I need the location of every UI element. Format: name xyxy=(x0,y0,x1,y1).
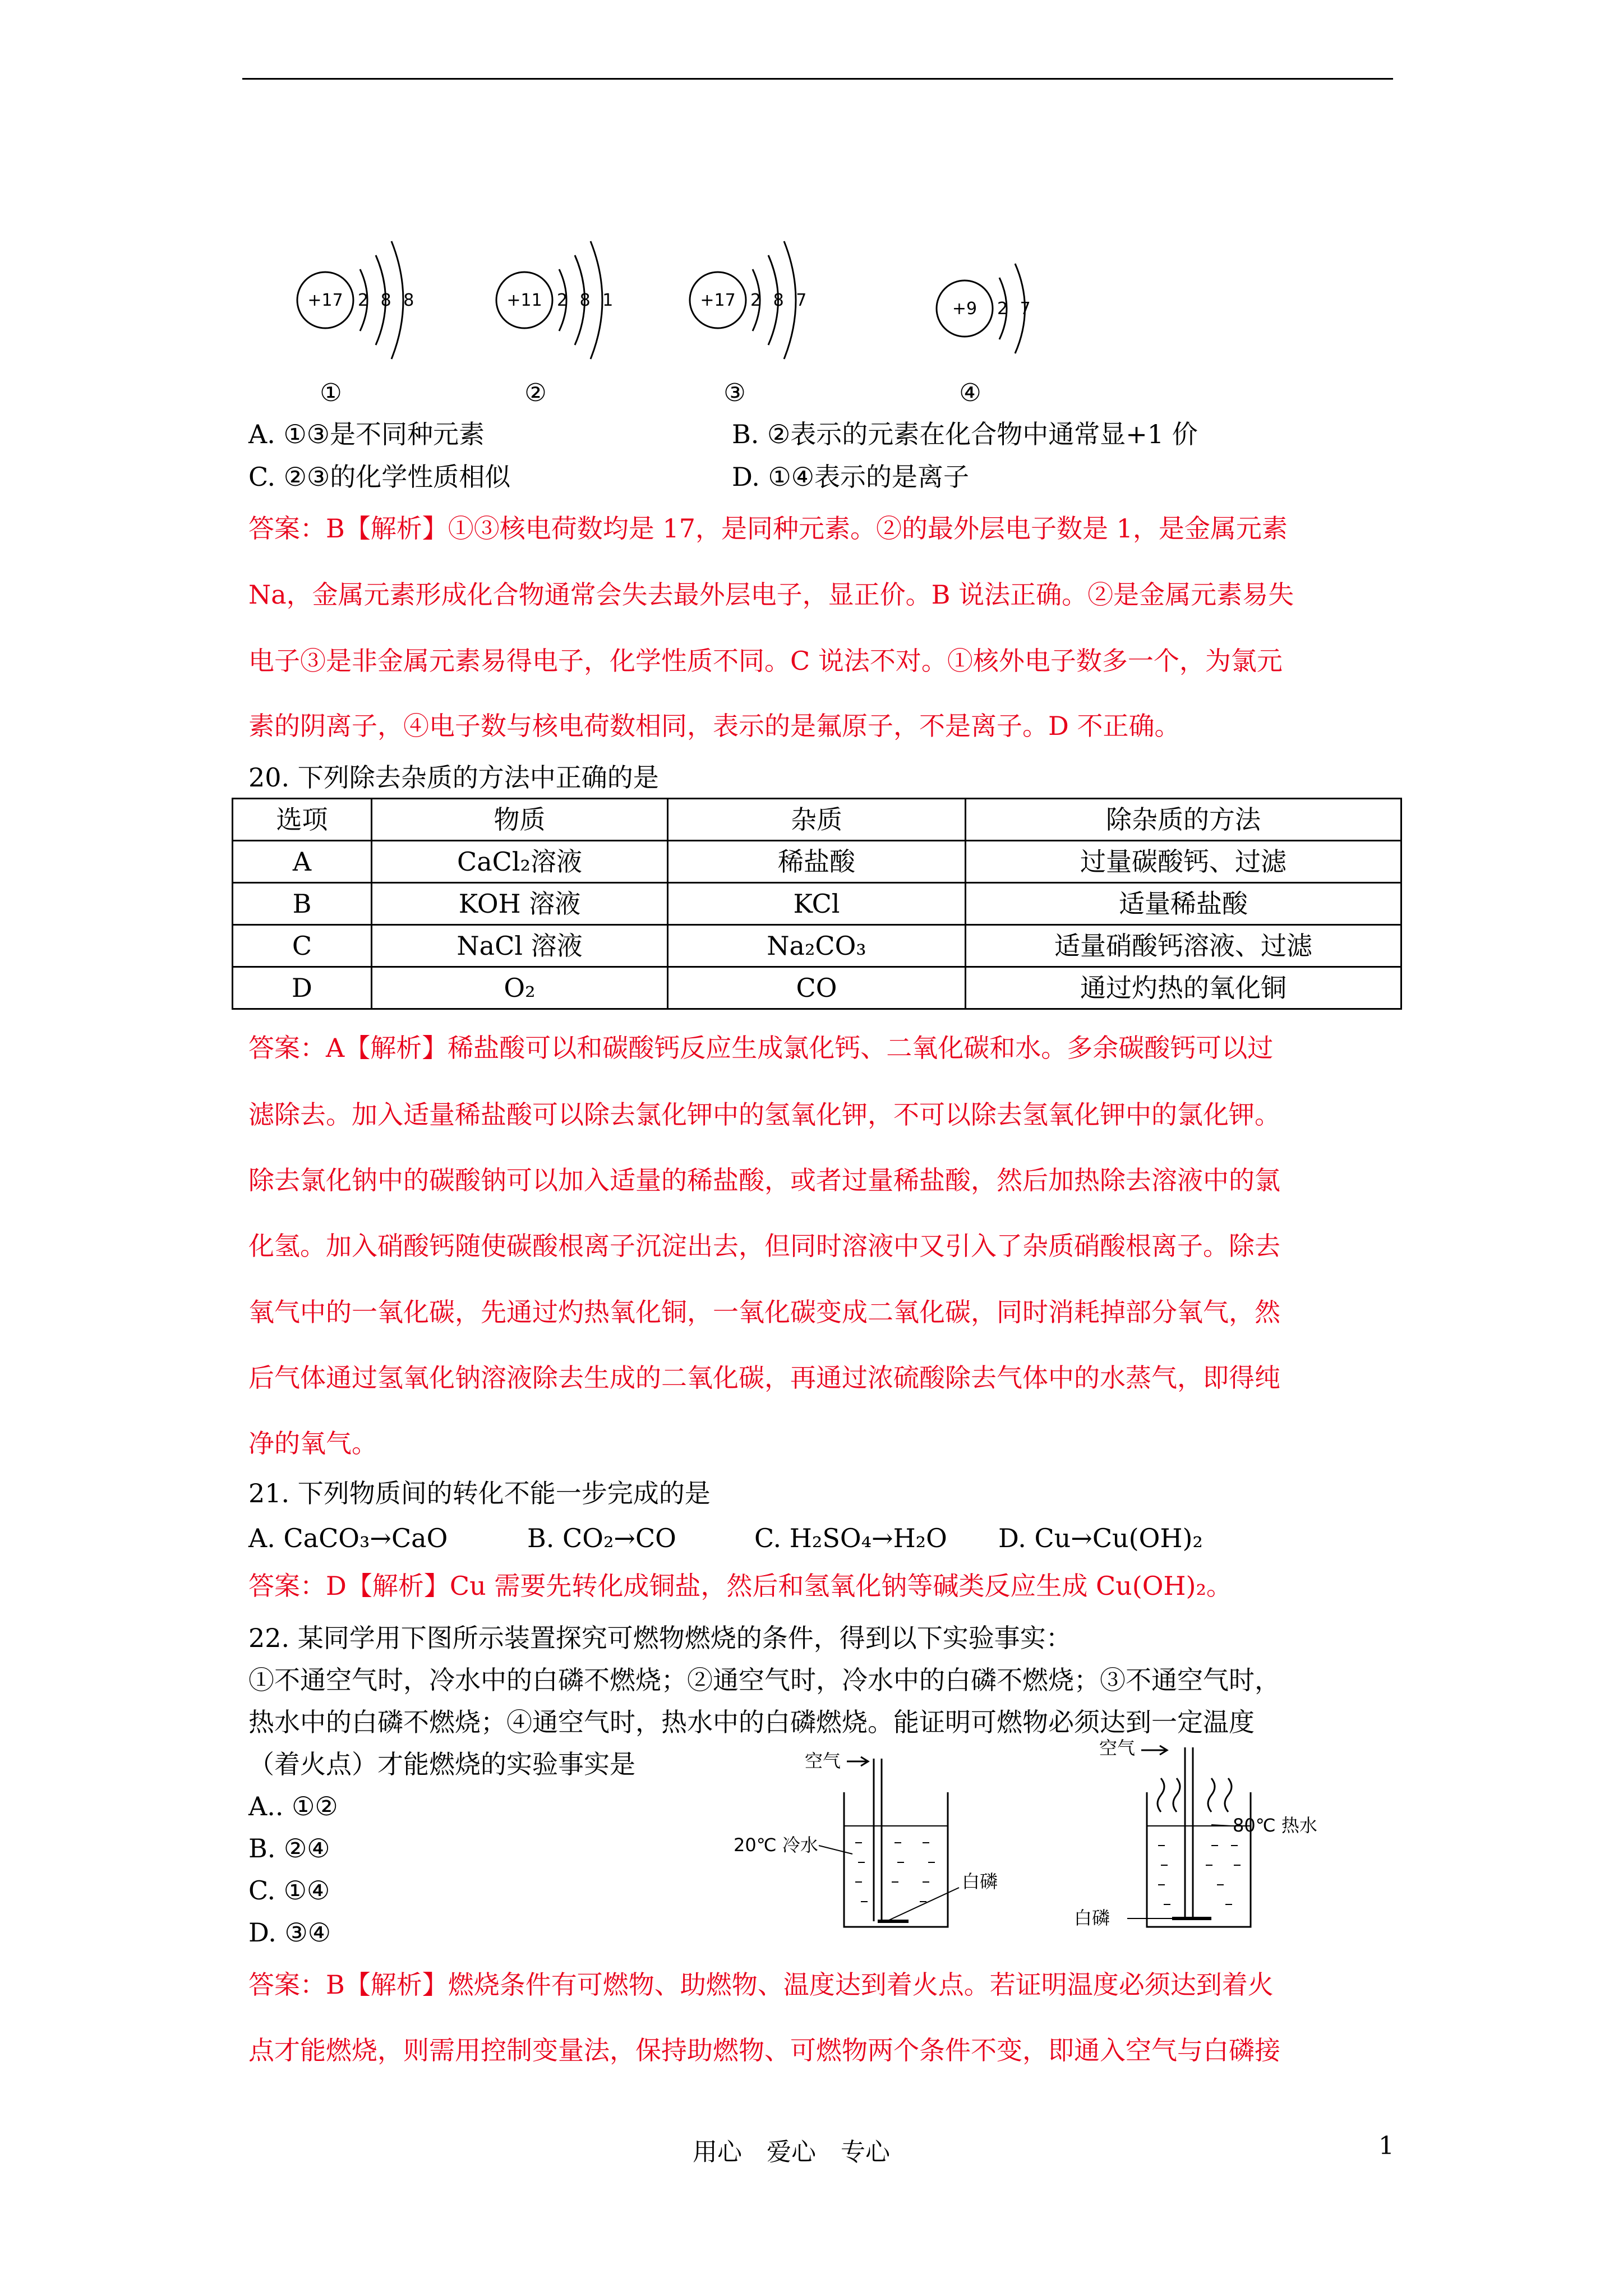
q19-option-c: C. ②③的化学性质相似 xyxy=(248,462,511,492)
q19-answer-line-4: 素的阴离子，④电子数与核电荷数相同，表示的是氟原子，不是离子。D 不正确。 xyxy=(248,711,1181,741)
table-cell: KOH 溶液 xyxy=(372,883,668,925)
table-row xyxy=(233,841,1401,883)
q19-answer-line-2: Na，金属元素形成化合物通常会失去最外层电子，显正价。B 说法正确。②是金属元素易失 xyxy=(248,579,1294,610)
table-cell: B xyxy=(233,883,372,925)
q22-answer-line-2: 点才能燃烧，则需用控制变量法，保持助燃物、可燃物两个条件不变，即通入空气与白磷接 xyxy=(248,2035,1280,2065)
q19-option-d: D. ①④表示的是离子 xyxy=(732,462,969,492)
left-air-label: 空气 xyxy=(805,1750,841,1772)
table-cell: 适量硝酸钙溶液、过滤 xyxy=(966,925,1401,967)
table-header: 杂质 xyxy=(668,799,966,841)
q22-stem-line-2: ①不通空气时，冷水中的白磷不燃烧；②通空气时，冷水中的白磷不燃烧；③不通空气时， xyxy=(248,1665,1280,1695)
q22-option-c: C. ①④ xyxy=(248,1875,330,1906)
table-cell: 稀盐酸 xyxy=(668,841,966,883)
atom-4-nucleus: +9 xyxy=(952,299,978,319)
q20-answer-line-6: 后气体通过氢氧化钠溶液除去生成的二氧化碳，再通过浓硫酸除去气体中的水蒸气，即得纯 xyxy=(248,1363,1280,1393)
table-row xyxy=(233,883,1401,925)
header-rule xyxy=(242,78,1393,80)
table-cell: 过量碳酸钙、过滤 xyxy=(966,841,1401,883)
hot-water-beaker xyxy=(1074,1737,1317,1929)
q22-stem-line-4: （着火点）才能燃烧的实验事实是 xyxy=(248,1749,635,1779)
atom-2-shells: 2 8 1 xyxy=(557,291,617,310)
atom-2-nucleus: +11 xyxy=(506,291,542,310)
q20-answer-line-7: 净的氧气。 xyxy=(248,1428,377,1458)
atom-4 xyxy=(937,264,1034,407)
q21-option-c: C. H₂SO₄→H₂O xyxy=(754,1523,947,1553)
table-cell: CaCl₂溶液 xyxy=(372,841,668,883)
water-dashes xyxy=(1158,1846,1241,1904)
q21-option-a: A. CaCO₃→CaO xyxy=(248,1523,448,1553)
table-cell: CO xyxy=(668,967,966,1009)
footer-motto: 用心 爱心 专心 xyxy=(693,2138,890,2166)
q19-answer-line-3: 电子③是非金属元素易得电子，化学性质不同。C 说法不对。①核外电子数多一个，为氯元 xyxy=(248,646,1283,676)
right-phosphorus-label: 白磷 xyxy=(1074,1907,1110,1929)
left-water-label: 20℃ 冷水 xyxy=(734,1834,818,1856)
q22-stem-line-1: 22. 某同学用下图所示装置探究可燃物燃烧的条件，得到以下实验事实： xyxy=(248,1623,1072,1653)
table-cell: KCl xyxy=(668,883,966,925)
atom-1-nucleus: +17 xyxy=(307,291,343,310)
atom-3-label: ③ xyxy=(723,379,746,407)
table-cell: O₂ xyxy=(372,967,668,1009)
table-cell: D xyxy=(233,967,372,1009)
q21-option-b: B. CO₂→CO xyxy=(527,1523,676,1553)
atom-1-label: ① xyxy=(320,379,342,407)
atom-diagrams xyxy=(269,224,1110,415)
q20-answer-line-2: 滤除去。加入适量稀盐酸可以除去氯化钾中的氢氧化钾，不可以除去氢氧化钾中的氯化钾。 xyxy=(248,1099,1280,1130)
q21-stem: 21. 下列物质间的转化不能一步完成的是 xyxy=(248,1478,711,1508)
table-cell: C xyxy=(233,925,372,967)
combustion-apparatus-figure xyxy=(723,1736,1396,1944)
left-phosphorus-label: 白磷 xyxy=(962,1871,998,1892)
table-header: 选项 xyxy=(233,799,372,841)
atom-2 xyxy=(496,241,616,407)
atom-1 xyxy=(297,241,417,407)
table-cell: A xyxy=(233,841,372,883)
q22-option-a: A.. ①② xyxy=(248,1791,338,1821)
q19-answer-line-1: 答案：B【解析】①③核电荷数均是 17，是同种元素。②的最外层电子数是 1，是金属元素 xyxy=(248,513,1288,544)
atom-3-shells: 2 8 7 xyxy=(750,291,810,310)
table-cell: 通过灼热的氧化铜 xyxy=(966,967,1401,1009)
q20-stem: 20. 下列除去杂质的方法中正确的是 xyxy=(248,762,659,793)
table-row xyxy=(233,967,1401,1009)
table-row xyxy=(233,925,1401,967)
q22-stem-line-3: 热水中的白磷不燃烧；④通空气时，热水中的白磷燃烧。能证明可燃物必须达到一定温度 xyxy=(248,1707,1255,1737)
table-header: 除杂质的方法 xyxy=(966,799,1401,841)
cold-water-beaker xyxy=(734,1750,998,1927)
table-header: 物质 xyxy=(372,799,668,841)
atom-4-shells: 2 7 xyxy=(997,299,1034,319)
q19-option-a: A. ①③是不同种元素 xyxy=(248,419,485,449)
atom-1-shells: 2 8 8 xyxy=(358,291,418,310)
right-air-label: 空气 xyxy=(1099,1737,1136,1759)
atom-2-label: ② xyxy=(524,379,547,407)
steam-wisps xyxy=(1158,1778,1232,1812)
atom-3 xyxy=(690,241,810,407)
right-water-label: 80℃ 热水 xyxy=(1233,1815,1317,1836)
atom-3-nucleus: +17 xyxy=(700,291,736,310)
table-header-row xyxy=(233,799,1401,841)
q20-answer-line-4: 化氢。加入硝酸钙随使碳酸根离子沉淀出去，但同时溶液中又引入了杂质硝酸根离子。除去 xyxy=(248,1231,1280,1261)
q20-answer-line-3: 除去氯化钠中的碳酸钠可以加入适量的稀盐酸，或者过量稀盐酸，然后加热除去溶液中的氯 xyxy=(248,1165,1280,1195)
q20-table xyxy=(232,798,1402,1010)
atom-4-label: ④ xyxy=(959,379,981,407)
table-cell: NaCl 溶液 xyxy=(372,925,668,967)
q22-option-d: D. ③④ xyxy=(248,1917,331,1948)
q19-option-b: B. ②表示的元素在化合物中通常显+1 价 xyxy=(732,419,1198,449)
q20-answer-line-5: 氧气中的一氧化碳，先通过灼热氧化铜，一氧化碳变成二氧化碳，同时消耗掉部分氧气，然 xyxy=(248,1297,1280,1327)
q22-option-b: B. ②④ xyxy=(248,1833,330,1864)
water-dashes xyxy=(855,1843,935,1902)
q22-answer-line-1: 答案：B【解析】燃烧条件有可燃物、助燃物、温度达到着火点。若证明温度必须达到着火 xyxy=(248,1970,1274,2000)
q20-answer-line-1: 答案：A【解析】稀盐酸可以和碳酸钙反应生成氯化钙、二氧化碳和水。多余碳酸钙可以过 xyxy=(248,1033,1274,1063)
page-number: 1 xyxy=(1378,2132,1394,2160)
q21-option-d: D. Cu→Cu(OH)₂ xyxy=(998,1523,1203,1553)
table-cell: 适量稀盐酸 xyxy=(966,883,1401,925)
table-cell: Na₂CO₃ xyxy=(668,925,966,967)
q21-answer: 答案：D【解析】Cu 需要先转化成铜盐，然后和氢氧化钠等碱类反应生成 Cu(OH)₂。 xyxy=(248,1571,1232,1601)
